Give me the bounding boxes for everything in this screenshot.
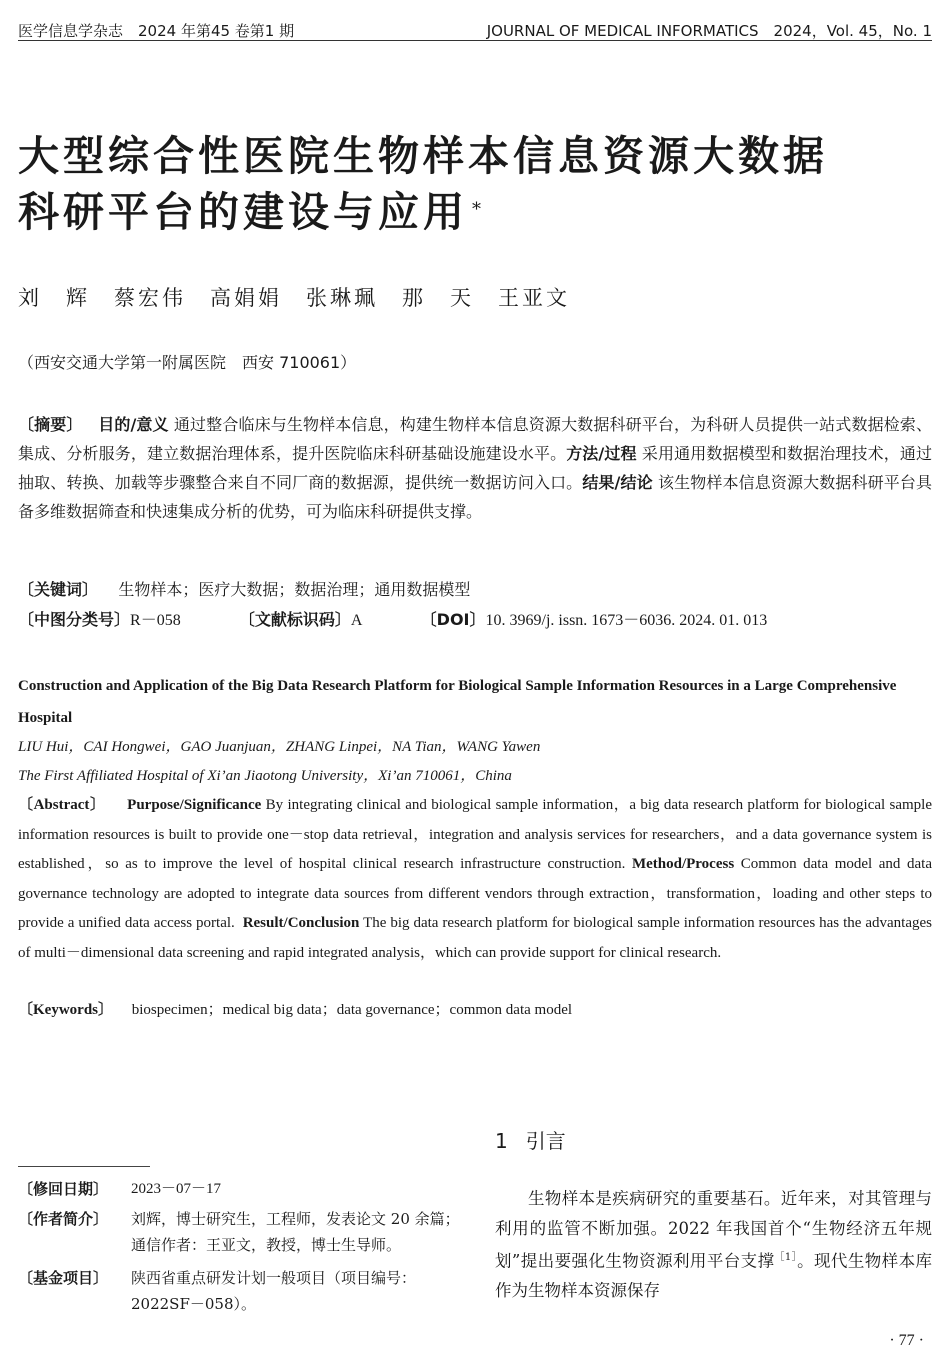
result-text: 该生物样本信息资源大数据科研平台具备多维数据筛查和快速集成分析的优势，可为临床科研提供支撑。 [18,473,932,521]
funding-marker: * [472,199,485,220]
footnote-fund [18,1265,463,1317]
doc-code-label: 〔文献标识码〕 [238,610,351,629]
citation-ref[interactable]: ［1］ [774,1252,798,1263]
section-text-a: 生物样本是疾病研究的重要基石。近年来，对其管理与利用的监管不断加强。2022 年我国首个“生物经济五年规划”提出要强化生物资源利用平台支撑 [495,1189,932,1271]
result-label: 结果/结论 [582,473,653,492]
page-number: · 77 · [889,1332,924,1349]
abstract-cn [18,410,932,526]
english-keywords [18,998,932,1019]
title-line-1: 大型综合性医院生物样本信息资源大数据 [18,132,828,180]
english-method-text: Common data model and data governance technology are adopted to integrate data sources from different vendors through extraction，transformation，loading and other steps to provide a unified data access portal. [18,856,932,931]
section-text-b: 。现代生物样本库作为生物样本资源保存 [495,1251,932,1300]
footnote-revised [18,1176,463,1202]
fund-label: 〔基金项目〕 [18,1269,109,1287]
english-keywords-label: 〔Keywords〕 [18,1002,113,1018]
author-list: 刘 辉 蔡宏伟 高娟娟 张琳珮 那 天 王亚文 [18,286,570,310]
english-result-text: The big data research platform for biological sample information resources has the advantages of multi－dimensional data screening and rapid integrated analysis，which can provide support for clinical research. [18,915,932,961]
title-line-2 [18,184,933,240]
affiliation: （西安交通大学第一附属医院 西安 710061） [18,353,357,372]
doi-label: 〔DOI〕 [420,610,486,629]
english-method-label: Method/Process [631,856,735,872]
footnote-divider [18,1166,150,1167]
abstract-label: 〔摘要〕 [18,415,83,434]
method-text: 采用通用数据模型和数据治理技术，通过抽取、转换、加载等步骤整合来自不同厂商的数据源，提供统一数据访问入口。 [18,444,932,492]
footnote-author [18,1206,463,1258]
english-purpose-text: By integrating clinical and biological sample information，a big data research platform for biological sample information resources is built to provide one－stop data retrieval，integration and analysis services for researchers，and a data governance system is established，so as to improve the level of hospital clinical research infrastructure construction. [18,797,932,872]
fund-value: 陕西省重点研发计划一般项目（项目编号：2022SF－058）。 [131,1269,417,1313]
title-line-2-text: 科研平台的建设与应用 [18,188,468,236]
english-result-label: Result/Conclusion [242,915,360,931]
keywords-cn [18,575,932,604]
journal-header-cn: 医学信息学杂志 2024 年第45 卷第1 期 [18,22,295,40]
english-authors: LIU Hui，CAI Hongwei，GAO Juanjuan，ZHANG Linpei，NA Tian，WANG Yawen [18,739,541,755]
keywords-text: 生物样本；医疗大数据；数据治理；通用数据模型 [118,580,471,599]
english-title: Construction and Application of the Big Data Research Platform for Biological Sample Information Resources in a Large Comprehensive Hospital [18,678,897,726]
clc-value: R－058 [130,612,181,629]
author-info-label: 〔作者简介〕 [18,1210,109,1228]
revised-value: 2023－07－17 [131,1181,222,1197]
english-keywords-text: biospecimen；medical big data；data governance；common data model [131,1002,573,1018]
header-divider [18,40,932,41]
journal-header-en: JOURNAL OF MEDICAL INFORMATICS 2024，Vol. 45，No. 1 [486,22,932,40]
english-purpose-label: Purpose/Significance [127,797,262,813]
doi-value[interactable]: 10. 3969/j. issn. 1673－6036. 2024. 01. 013 [485,612,768,629]
author-info-value: 刘辉，博士研究生，工程师，发表论文 20 余篇；通信作者：王亚文，教授，博士生导师。 [131,1210,460,1254]
revised-label: 〔修回日期〕 [18,1180,109,1198]
section-heading [495,1125,566,1154]
section-number: 1 [495,1129,508,1153]
purpose-label: 目的/意义 [98,415,169,434]
method-label: 方法/过程 [566,444,637,463]
classification-row [18,605,932,635]
clc-label: 〔中图分类号〕 [18,610,131,629]
english-abstract [18,791,932,968]
section-title: 引言 [525,1129,566,1153]
keywords-label: 〔关键词〕 [18,580,99,599]
english-affiliation: The First Affiliated Hospital of Xi’an Jiaotong University，Xi’an 710061，China [18,768,512,784]
article-title [18,128,933,240]
section-body [495,1184,932,1306]
doc-code-value: A [350,612,363,629]
english-abstract-label: 〔Abstract〕 [18,797,106,813]
purpose-text: 通过整合临床与生物样本信息，构建生物样本信息资源大数据科研平台，为科研人员提供一站式数据检索、集成、分析服务，建立数据治理体系，提升医院临床科研基础设施建设水平。 [18,415,932,463]
